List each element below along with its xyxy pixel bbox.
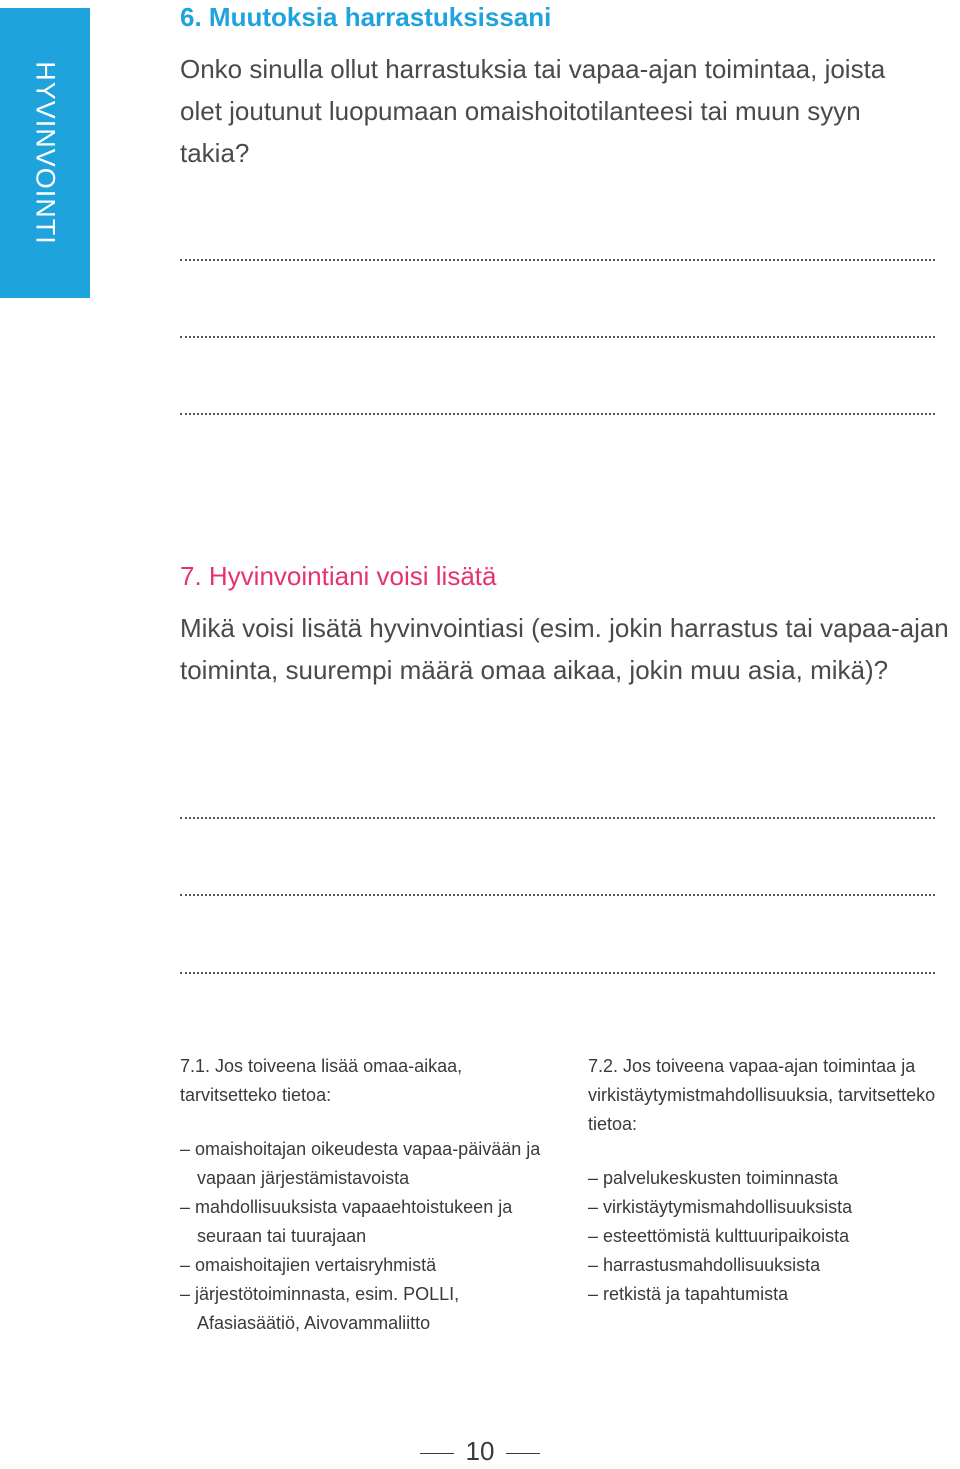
section-7-2-list <box>588 1164 958 1309</box>
section-7-2 <box>588 1052 958 1309</box>
list-item: – esteettömistä kulttuuripaikoista <box>588 1226 850 1246</box>
section-6-heading: 6. Muutoksia harrastuksissani <box>180 2 552 32</box>
list-item: – retkistä ja tapahtumista <box>588 1284 789 1304</box>
section-7-1 <box>180 1052 560 1338</box>
list-item: – omaishoitajien vertaisryhmistä <box>180 1255 437 1275</box>
list-item: – järjestötoiminnasta, esim. POLLI, Afasiasäätiö, Aivovammaliitto <box>180 1284 460 1333</box>
answer-line-7-1[interactable] <box>180 817 935 819</box>
list-item: – mahdollisuuksista vapaaehtoistukeen ja seuraan tai tuurajaan <box>180 1197 513 1246</box>
side-tab-label: HYVINVOINTI <box>30 61 61 245</box>
section-7-2-intro: 7.2. Jos toiveena vapaa-ajan toimintaa ja virkistäytymistmahdollisuuksia, tarvitsetteko tietoa: <box>588 1056 936 1134</box>
answer-line-6-3[interactable] <box>180 413 935 415</box>
section-7-heading: 7. Hyvinvointiani voisi lisätä <box>180 561 497 591</box>
section-7-1-list <box>180 1135 560 1338</box>
list-item: – omaishoitajan oikeudesta vapaa-päivään ja vapaan järjestämistavoista <box>180 1139 541 1188</box>
answer-line-7-3[interactable] <box>180 972 935 974</box>
page-number: 10 <box>465 1436 495 1466</box>
section-7-question: Mikä voisi lisätä hyvinvointiasi (esim. jokin harrastus tai vapaa-ajan toiminta, suurempi määrä omaa aikaa, jokin muu asia, mikä)? <box>180 613 949 685</box>
answer-line-6-1[interactable] <box>180 259 935 261</box>
answer-line-7-2[interactable] <box>180 894 935 896</box>
list-item: – palvelukeskusten toiminnasta <box>588 1168 839 1188</box>
section-side-tab <box>0 8 90 298</box>
list-item: – harrastusmahdollisuuksista <box>588 1255 821 1275</box>
list-item: – virkistäytymismahdollisuuksista <box>588 1197 853 1217</box>
page-footer <box>0 1436 960 1466</box>
section-7-1-intro: 7.1. Jos toiveena lisää omaa-aikaa, tarvitsetteko tietoa: <box>180 1056 463 1105</box>
footer-rule-left <box>420 1453 454 1454</box>
footer-rule-right <box>506 1453 540 1454</box>
answer-line-6-2[interactable] <box>180 336 935 338</box>
section-6-question: Onko sinulla ollut harrastuksia tai vapaa-ajan toimintaa, joista olet joutunut luopumaan omaishoitotilanteesi tai muun syyn takia? <box>180 54 886 168</box>
